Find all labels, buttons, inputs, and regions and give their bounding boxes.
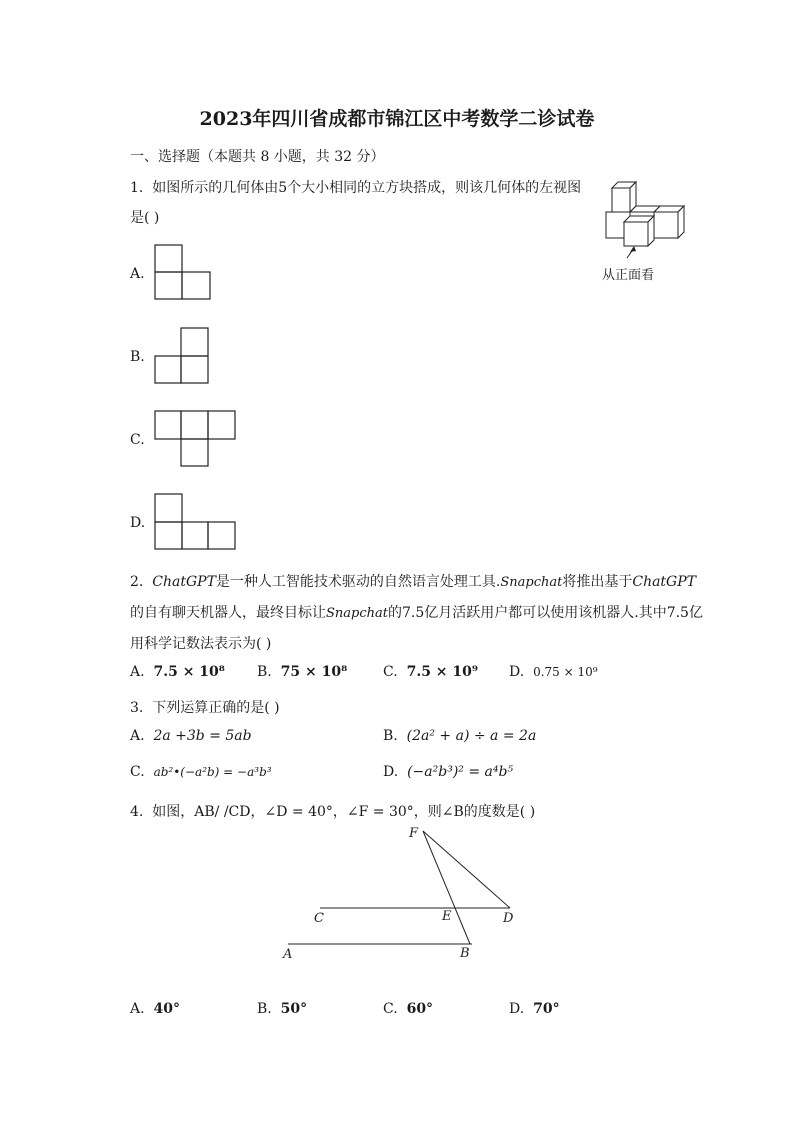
point-f-label: F <box>409 826 419 841</box>
q2-text4: 的7.5亿月活跃用户都可以使用该机器人.其中7.5亿 <box>387 605 703 621</box>
line-fd <box>423 831 510 908</box>
q2-chatgpt-2: ChatGPT <box>632 574 697 590</box>
q2-snapchat-2: Snapchat <box>326 606 388 621</box>
q4-text: 如图，AB/ /CD，∠D = 40°，∠F = 30°，则∠B的度数是( ) <box>152 804 536 820</box>
q4-number: 4. <box>130 804 144 820</box>
q1-text1: 如图所示的几何体由5个大小相同的立方块搭成，则该几何体的左视图 <box>152 180 582 196</box>
q3-number: 3. <box>130 700 144 716</box>
q2-option-c-label: C. <box>383 664 398 680</box>
q3-option-b-label: B. <box>383 728 398 744</box>
q4-option-a-text: 40° <box>153 1001 180 1017</box>
q4-option-d-text: 70° <box>533 1001 560 1017</box>
q1-option-a-label[interactable]: A. <box>130 266 145 282</box>
point-a-label: A <box>283 947 293 962</box>
q2-option-c-text: 7.5 × 10⁹ <box>406 664 479 680</box>
q4-option-b[interactable] <box>257 1001 307 1017</box>
q1-option-a-figure <box>154 244 214 304</box>
q1-option-c-figure <box>154 410 238 470</box>
q4-option-c-text: 60° <box>406 1001 434 1017</box>
q2-stem-line2 <box>130 602 703 622</box>
q1-option-b-figure <box>154 327 214 387</box>
q4-option-a-label: A. <box>130 1001 145 1017</box>
q3-option-c[interactable] <box>130 764 272 780</box>
q2-text2: 将推出基于 <box>562 574 633 590</box>
q3-option-c-text: ab²•(−a²b) = −a³b³ <box>153 765 272 779</box>
q2-option-b[interactable] <box>257 664 347 680</box>
q3-option-b-text: (2a² + a) ÷ a = 2a <box>406 728 537 744</box>
q3-option-a-text: 2a +3b = 5ab <box>153 728 252 744</box>
q1-stem-line1 <box>130 177 581 197</box>
q2-text3: 的自有聊天机器人，最终目标让 <box>130 605 326 621</box>
q3-stem <box>130 697 280 717</box>
q4-option-c[interactable] <box>383 1001 433 1017</box>
page-title: 2023年四川省成都市锦江区中考数学二诊试卷 <box>199 108 595 130</box>
q3-option-c-label: C. <box>130 764 145 780</box>
q3-option-d-text: (−a²b³)² = a⁴b⁵ <box>407 764 514 780</box>
q3-option-d-label: D. <box>383 764 399 780</box>
q1-cube-figure <box>600 176 695 276</box>
q2-option-a-text: 7.5 × 10⁸ <box>153 664 225 680</box>
q2-stem-line3: 用科学记数法表示为( ) <box>130 636 272 652</box>
q4-option-b-text: 50° <box>280 1001 308 1017</box>
q2-stem-line1 <box>130 571 696 591</box>
q2-option-b-label: B. <box>257 664 272 680</box>
q2-option-d-label: D. <box>509 664 525 680</box>
q3-text: 下列运算正确的是( ) <box>152 700 280 716</box>
q4-option-c-label: C. <box>383 1001 398 1017</box>
q2-number: 2. <box>130 574 144 590</box>
q4-option-d-label: D. <box>509 1001 525 1017</box>
q3-option-d[interactable] <box>383 764 513 780</box>
section-heading: 一、选择题（本题共 8 小题，共 32 分） <box>130 149 385 165</box>
q3-option-b[interactable] <box>383 728 536 744</box>
q2-chatgpt-1: ChatGPT <box>152 574 216 590</box>
line-fb <box>423 831 470 944</box>
q1-stem-line2: 是( ) <box>130 210 160 226</box>
q3-option-a[interactable] <box>130 728 252 744</box>
point-b-label: B <box>460 946 470 961</box>
point-e-label: E <box>442 909 452 924</box>
q2-snapchat-1: Snapchat <box>500 575 563 590</box>
q3-option-a-label: A. <box>130 728 145 744</box>
q1-number: 1. <box>130 180 144 196</box>
q2-option-b-text: 75 × 10⁸ <box>280 664 348 680</box>
q2-option-c[interactable] <box>383 664 478 680</box>
q4-geometry-figure <box>280 822 520 967</box>
q1-option-d-figure <box>154 493 238 553</box>
q1-option-c-label[interactable]: C. <box>130 432 145 448</box>
q4-option-b-label: B. <box>257 1001 272 1017</box>
q1-caption: 从正面看 <box>602 268 655 283</box>
q2-option-d-text: 0.75 × 10⁹ <box>533 665 598 679</box>
point-d-label: D <box>503 911 514 926</box>
q1-option-b-label[interactable]: B. <box>130 349 145 365</box>
q2-option-a[interactable] <box>130 664 225 680</box>
q2-option-d[interactable] <box>509 664 598 680</box>
q4-option-a[interactable] <box>130 1001 180 1017</box>
q2-option-a-label: A. <box>130 664 145 680</box>
q1-option-d-label[interactable]: D. <box>130 515 146 531</box>
point-c-label: C <box>314 911 324 926</box>
q4-option-d[interactable] <box>509 1001 560 1017</box>
q2-text1: 是一种人工智能技术驱动的自然语言处理工具. <box>215 574 501 590</box>
q4-stem <box>130 801 535 821</box>
